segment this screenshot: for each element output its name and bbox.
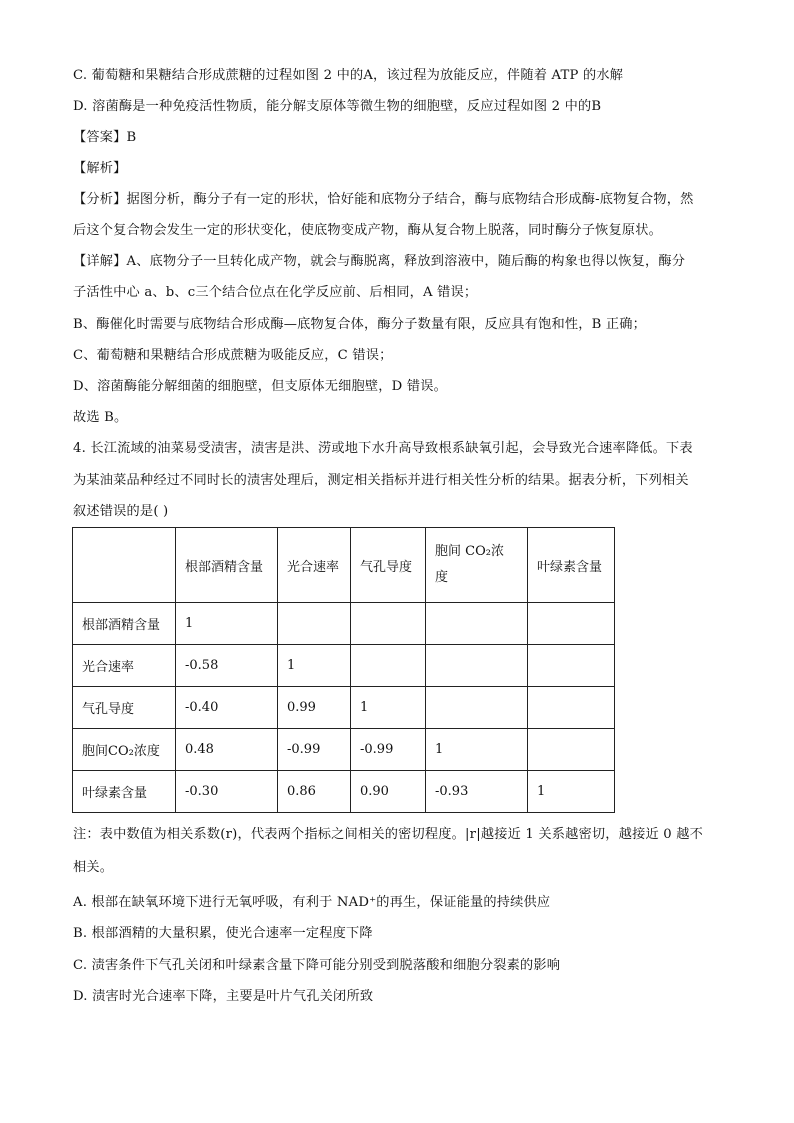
- table-row: [73, 729, 615, 771]
- table-cell: 0.99: [278, 687, 351, 729]
- fenxi-line-2: 后这个复合物会发生一定的形状变化，使底物变成产物，酶从复合物上脱落，同时酶分子恢复原状。: [73, 223, 663, 238]
- table-cell: -0.40: [176, 687, 278, 729]
- option-d: D. 渍害时光合速率下降，主要是叶片气孔关闭所致: [73, 989, 374, 1004]
- option-c-prev: C. 葡萄糖和果糖结合形成蔗糖的过程如图 2 中的A，该过程为放能反应，伴随着 ATP 的水解: [73, 68, 624, 83]
- table-cell: [426, 645, 528, 687]
- table-row: [73, 645, 615, 687]
- table-cell: -0.93: [426, 771, 528, 813]
- table-cell: 0.86: [278, 771, 351, 813]
- option-c: C. 渍害条件下气孔关闭和叶绿素含量下降可能分别受到脱落酸和细胞分裂素的影响: [73, 958, 561, 973]
- table-cell: [528, 645, 615, 687]
- table-header-cell: [426, 528, 528, 603]
- table-cell: -0.30: [176, 771, 278, 813]
- table-cell: 胞间CO₂浓度: [73, 729, 176, 771]
- xiangjie-line-2: 子活性中心 a、b、c三个结合位点在化学反应前、后相同，A 错误；: [73, 285, 478, 300]
- table-header-cell: 气孔导度: [351, 528, 426, 603]
- table-cell: [528, 729, 615, 771]
- table-cell: [278, 603, 351, 645]
- correlation-table: [72, 527, 615, 813]
- xiangjie-line-1: 【详解】A、底物分子一旦转化成产物，就会与酶脱离，释放到溶液中，随后酶的构象也得以恢复，酶分: [73, 254, 686, 269]
- table-cell: 0.90: [351, 771, 426, 813]
- option-d-prev: D. 溶菌酶是一种免疫活性物质，能分解支原体等微生物的细胞壁，反应过程如图 2 中的B: [73, 99, 602, 114]
- table-cell: 气孔导度: [73, 687, 176, 729]
- answer-line: 【答案】B: [73, 130, 137, 145]
- conclusion-line: 故选 B。: [73, 410, 128, 425]
- table-note-line-2: 相关。: [73, 860, 114, 875]
- analysis-label: 【解析】: [73, 161, 127, 176]
- table-cell: [528, 603, 615, 645]
- table-cell: [351, 645, 426, 687]
- table-header-cell: 光合速率: [278, 528, 351, 603]
- header-line: 胞间 CO₂浓: [435, 544, 504, 559]
- table-header-cell: 根部酒精含量: [176, 528, 278, 603]
- question-4-line-2: 为某油菜品种经过不同时长的渍害处理后，测定相关指标并进行相关性分析的结果。据表分析，下列相关: [73, 473, 689, 488]
- table-header-cell: 叶绿素含量: [528, 528, 615, 603]
- fenxi-line-1: 【分析】据图分析，酶分子有一定的形状，恰好能和底物分子结合，酶与底物结合形成酶-底物复合物，然: [73, 192, 694, 207]
- table-header-row: [73, 528, 615, 603]
- question-4-line-1: 4. 长江流域的油菜易受渍害，渍害是洪、涝或地下水升高导致根系缺氧引起，会导致光合速率降低。下表: [73, 441, 693, 456]
- question-4-line-3: 叙述错误的是( ): [73, 504, 169, 519]
- table-cell: 1: [278, 645, 351, 687]
- table-cell: 叶绿素含量: [73, 771, 176, 813]
- table-row: [73, 603, 615, 645]
- table-cell: -0.99: [351, 729, 426, 771]
- table-cell: -0.58: [176, 645, 278, 687]
- header-line: 度: [435, 570, 449, 585]
- table-cell: [426, 603, 528, 645]
- xiangjie-line-3: B、酶催化时需要与底物结合形成酶—底物复合体，酶分子数量有限，反应具有饱和性，B 正确；: [73, 317, 647, 332]
- option-a: A. 根部在缺氧环境下进行无氧呼吸，有利于 NAD⁺的再生，保证能量的持续供应: [73, 895, 551, 910]
- table-cell: [351, 603, 426, 645]
- option-b: B. 根部酒精的大量积累，使光合速率一定程度下降: [73, 926, 373, 941]
- table-cell: 光合速率: [73, 645, 176, 687]
- table-header-cell: [73, 528, 176, 603]
- table-row: [73, 687, 615, 729]
- table-cell: 1: [176, 603, 278, 645]
- xiangjie-line-5: D、溶菌酶能分解细菌的细胞壁，但支原体无细胞壁，D 错误。: [73, 379, 448, 394]
- table-cell: -0.99: [278, 729, 351, 771]
- table-cell: 根部酒精含量: [73, 603, 176, 645]
- table-note-line-1: 注：表中数值为相关系数(r)，代表两个指标之间相关的密切程度。|r|越接近 1 关系越密切，越接近 0 越不: [73, 827, 704, 842]
- table-cell: 1: [528, 771, 615, 813]
- table-cell: 1: [426, 729, 528, 771]
- table-cell: 0.48: [176, 729, 278, 771]
- table-cell: 1: [351, 687, 426, 729]
- table-cell: [426, 687, 528, 729]
- table-row: [73, 771, 615, 813]
- table-cell: [528, 687, 615, 729]
- xiangjie-line-4: C、葡萄糖和果糖结合形成蔗糖为吸能反应，C 错误；: [73, 348, 393, 363]
